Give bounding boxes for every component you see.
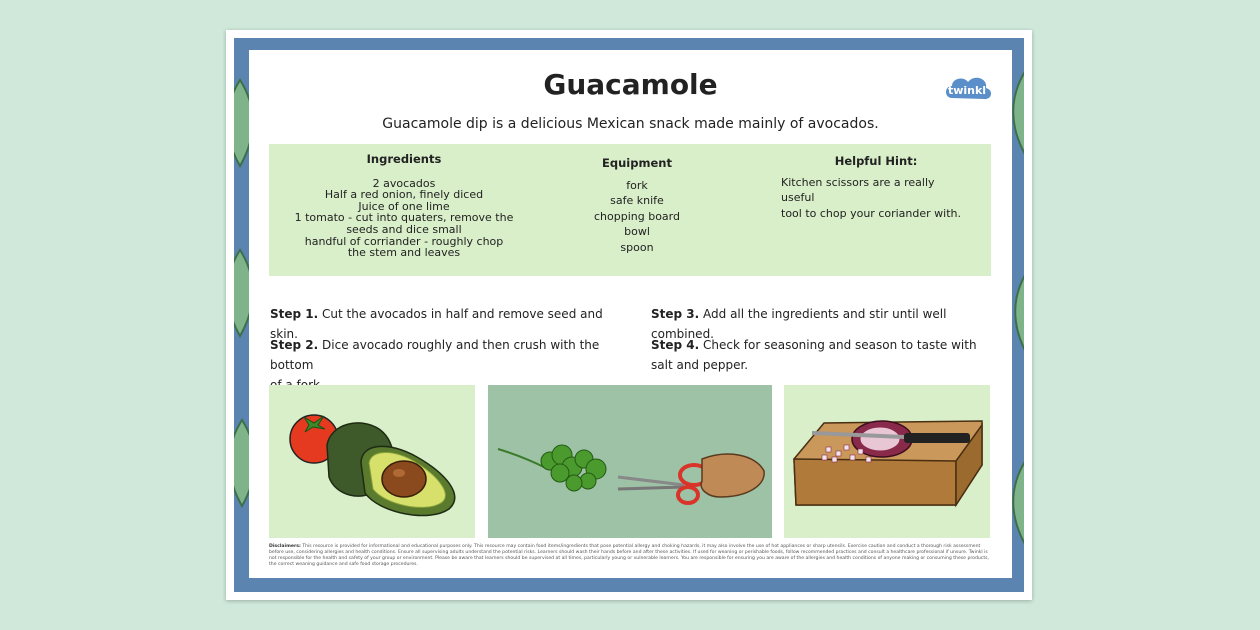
- disclaimer: [269, 544, 993, 568]
- equipment-item: bowl: [624, 225, 650, 238]
- disclaimer-text: This resource is provided for informational and educational purposes only. This resource may contain food items/ingredients that pose potential allergy and choking hazards, it may also involve the use of hot appliances or sharp utensils. Exercise caution and conduct a thorough risk assessment before use, considering allergies and health conditions. Ensure all supervising adults understand the potential risks. Learners should wash their hands before and after these activities. If used for weaning or perishable foods, follow recommended practices and consult a healthcare professional if unsure. Twinkl is not responsible for the health and safety of your group or environment. Please be aware that learners should be supervised at all times, particularly young or vulnerable learners. You are responsible for ensuring you are aware of the allergies and health conditions of anyone making or consuming these products, the correct weaning guidance and safe food storage procedures.: [269, 544, 989, 567]
- ingredient-line: the stem and leaves: [347, 246, 461, 260]
- blue-frame: [234, 38, 1024, 592]
- recipe-page: [249, 50, 1012, 578]
- step-label: Step 4.: [651, 338, 700, 352]
- step-text: Add all the ingredients and stir until well combined.: [651, 307, 947, 341]
- ingredient-line: Juice of one lime: [358, 199, 450, 213]
- step-label: Step 3.: [651, 307, 700, 321]
- step-text: Check for seasoning and season to taste with: [703, 338, 977, 352]
- chopping-board-illustration: [784, 385, 990, 538]
- step-4: [651, 335, 996, 375]
- page-title: Guacamole: [543, 68, 718, 101]
- avocado-tomato-illustration: [269, 385, 475, 538]
- recipe-sheet: [226, 30, 1032, 600]
- scissors-icon: [488, 385, 772, 538]
- ingredient-line: seeds and dice small: [346, 222, 462, 236]
- hint-heading: Helpful Hint:: [834, 154, 918, 168]
- ingredient-line: 1 tomato - cut into quaters, remove the: [294, 211, 514, 225]
- brand-label: twinkl: [947, 84, 987, 97]
- disclaimer-label: Disclaimers:: [269, 544, 301, 549]
- step-text: Cut the avocados in half and remove seed and skin.: [270, 307, 603, 341]
- hint-column: [781, 154, 971, 221]
- equipment-column: [557, 156, 717, 255]
- step-label: Step 1.: [270, 307, 319, 321]
- ingredients-heading: Ingredients: [366, 152, 442, 166]
- coriander-scissors-illustration: [488, 385, 772, 538]
- chopping-board-icon: [784, 385, 990, 538]
- ingredient-line: handful of corriander - roughly chop: [304, 234, 504, 248]
- step-text-cont: salt and pepper.: [651, 358, 749, 372]
- step-text: Dice avocado roughly and then crush with the bottom: [270, 338, 600, 372]
- info-panel: [269, 144, 991, 276]
- equipment-heading: Equipment: [602, 156, 672, 170]
- step-label: Step 2.: [270, 338, 319, 352]
- ingredients-column: [289, 154, 519, 259]
- hint-line: Kitchen scissors are a really useful: [781, 175, 935, 204]
- intro-text: Guacamole dip is a delicious Mexican snack made mainly of avocados.: [382, 116, 879, 132]
- avocado-icon: [269, 385, 475, 538]
- ingredient-line: 2 avocados: [372, 176, 436, 190]
- twinkl-logo[interactable]: [942, 72, 994, 104]
- ingredient-line: Half a red onion, finely diced: [324, 188, 484, 202]
- equipment-item: fork: [626, 178, 648, 192]
- equipment-item: spoon: [620, 240, 654, 254]
- equipment-item: safe knife: [610, 194, 664, 207]
- equipment-item: chopping board: [594, 209, 680, 223]
- hint-line: tool to chop your coriander with.: [781, 206, 961, 220]
